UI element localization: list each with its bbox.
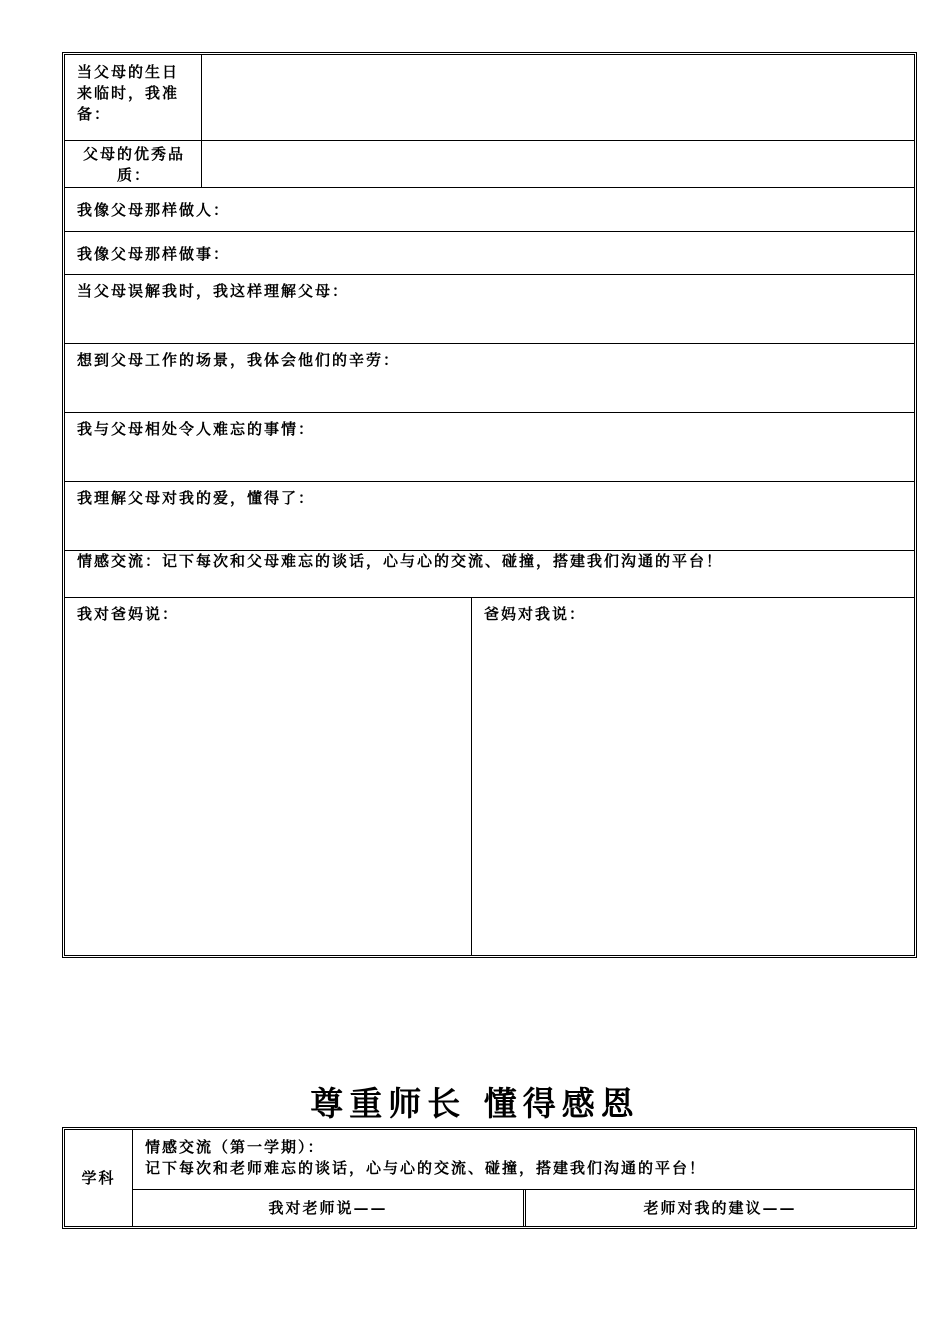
i-say-cell[interactable] (65, 598, 472, 955)
work-scene-row (65, 344, 914, 413)
i-say-label: 我对爸妈说： (77, 605, 180, 623)
memorable-label: 我与父母相处令人难忘的事情： (77, 420, 316, 438)
be-person-row (65, 188, 914, 232)
teacher-emotion-line1: 情感交流（第一学期）： (145, 1138, 325, 1156)
do-things-label: 我像父母那样做事： (77, 245, 231, 263)
teacher-emotion-cell (133, 1130, 914, 1190)
misunderstand-label: 当父母误解我时，我这样理解父母： (77, 282, 350, 300)
i-say-teacher-cell[interactable] (133, 1190, 526, 1226)
be-person-label: 我像父母那样做人： (77, 201, 231, 219)
birthday-row (65, 55, 914, 141)
teacher-emotion-line2: 记下每次和老师难忘的谈话，心与心的交流、碰撞，搭建我们沟通的平台！ (145, 1159, 707, 1177)
section-title: 尊重师长 懂得感恩 (310, 1084, 640, 1123)
dialogue-row (65, 598, 914, 955)
misunderstand-row (65, 275, 914, 344)
qualities-label: 父母的优秀品质： (82, 145, 185, 184)
birthday-label: 当父母的生日来临时，我准备： (77, 63, 180, 123)
subject-label: 学科 (81, 1168, 116, 1187)
do-things-row (65, 232, 914, 275)
teachers-form-table (62, 1127, 917, 1229)
understand-love-row (65, 482, 914, 551)
parents-say-cell[interactable] (472, 598, 914, 955)
memorable-row (65, 413, 914, 482)
subject-cell (65, 1130, 133, 1226)
teacher-advice-label: 老师对我的建议—— (643, 1198, 797, 1217)
emotion-row (65, 551, 914, 598)
parents-say-label: 爸妈对我说： (484, 605, 587, 623)
i-say-teacher-label: 我对老师说—— (268, 1198, 388, 1217)
parents-form-table (62, 52, 917, 958)
qualities-row (65, 141, 914, 188)
emotion-label: 情感交流：记下每次和父母难忘的谈话，心与心的交流、碰撞，搭建我们沟通的平台！ (77, 552, 724, 570)
teacher-advice-cell[interactable] (526, 1190, 914, 1226)
work-scene-label: 想到父母工作的场景，我体会他们的辛劳： (77, 351, 401, 369)
understand-love-label: 我理解父母对我的爱，懂得了： (77, 489, 316, 507)
